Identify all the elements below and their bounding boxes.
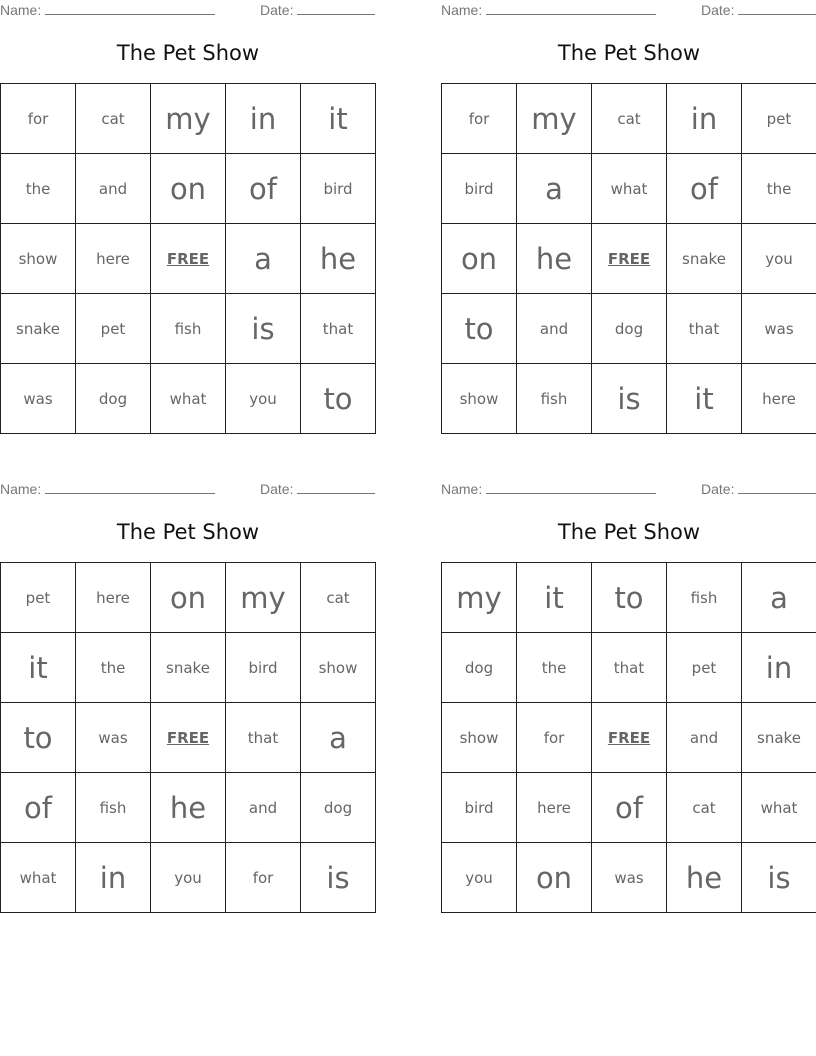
grid-row: [442, 633, 816, 703]
word-cell: snake: [667, 224, 742, 294]
name-line[interactable]: [45, 481, 215, 494]
word-cell: pet: [76, 294, 151, 364]
word-cell: you: [226, 364, 301, 434]
grid-row: [442, 563, 816, 633]
grid-row: [1, 843, 376, 913]
word-cell: he: [301, 224, 376, 294]
word-cell: for: [517, 703, 592, 773]
word-cell: that: [226, 703, 301, 773]
name-date-header: [441, 2, 816, 20]
name-label: Name:: [441, 481, 483, 497]
word-cell: was: [592, 843, 667, 913]
word-cell: dog: [76, 364, 151, 434]
word-cell: in: [226, 84, 301, 154]
name-line[interactable]: [45, 2, 215, 15]
word-cell: snake: [151, 633, 226, 703]
word-cell: bird: [442, 154, 517, 224]
word-cell: pet: [1, 563, 76, 633]
name-date-header: [441, 481, 816, 499]
grid-row: [1, 633, 376, 703]
word-cell: to: [442, 294, 517, 364]
word-cell: cat: [667, 773, 742, 843]
word-cell: and: [517, 294, 592, 364]
word-cell: bird: [442, 773, 517, 843]
name-line[interactable]: [486, 481, 656, 494]
grid-row: [1, 364, 376, 434]
name-date-header: [0, 2, 376, 20]
word-cell: my: [151, 84, 226, 154]
word-cell: of: [592, 773, 667, 843]
name-label: Name:: [441, 2, 483, 18]
word-cell: in: [76, 843, 151, 913]
word-cell: the: [517, 633, 592, 703]
grid-row: [1, 703, 376, 773]
word-cell: to: [301, 364, 376, 434]
date-line[interactable]: [738, 2, 816, 15]
grid-row: [442, 773, 816, 843]
word-cell: is: [301, 843, 376, 913]
word-cell: a: [742, 563, 816, 633]
date-label: Date:: [701, 2, 735, 18]
bingo-grid: [0, 83, 376, 434]
grid-row: [1, 294, 376, 364]
bingo-grid: [0, 562, 376, 913]
word-cell: it: [301, 84, 376, 154]
word-cell: what: [151, 364, 226, 434]
word-cell: cat: [76, 84, 151, 154]
free-space: FREE: [151, 703, 226, 773]
word-cell: he: [517, 224, 592, 294]
name-date-header: [0, 481, 376, 499]
word-cell: here: [76, 224, 151, 294]
grid-row: [1, 224, 376, 294]
word-cell: of: [667, 154, 742, 224]
date-label: Date:: [701, 481, 735, 497]
word-cell: my: [442, 563, 517, 633]
word-cell: show: [442, 703, 517, 773]
grid-row: [442, 843, 816, 913]
word-cell: he: [667, 843, 742, 913]
word-cell: for: [1, 84, 76, 154]
grid-row: [442, 364, 816, 434]
word-cell: a: [301, 703, 376, 773]
word-cell: fish: [76, 773, 151, 843]
word-cell: you: [742, 224, 816, 294]
word-cell: my: [226, 563, 301, 633]
word-cell: show: [1, 224, 76, 294]
word-cell: on: [151, 563, 226, 633]
word-cell: bird: [226, 633, 301, 703]
name-line[interactable]: [486, 2, 656, 15]
word-cell: was: [742, 294, 816, 364]
grid-row: [1, 154, 376, 224]
card-title: The Pet Show: [557, 41, 701, 65]
word-cell: and: [226, 773, 301, 843]
word-cell: a: [517, 154, 592, 224]
word-cell: that: [667, 294, 742, 364]
free-space: FREE: [592, 224, 667, 294]
grid-row: [442, 224, 816, 294]
word-cell: of: [1, 773, 76, 843]
word-cell: was: [76, 703, 151, 773]
word-cell: it: [667, 364, 742, 434]
bingo-grid: [441, 562, 816, 913]
word-cell: on: [442, 224, 517, 294]
word-cell: the: [76, 633, 151, 703]
name-label: Name:: [0, 481, 42, 497]
word-cell: in: [667, 84, 742, 154]
word-cell: here: [742, 364, 816, 434]
grid-row: [1, 84, 376, 154]
word-cell: the: [742, 154, 816, 224]
date-label: Date:: [260, 481, 294, 497]
name-label: Name:: [0, 2, 42, 18]
word-cell: bird: [301, 154, 376, 224]
word-cell: was: [1, 364, 76, 434]
word-cell: my: [517, 84, 592, 154]
grid-row: [442, 154, 816, 224]
word-cell: the: [1, 154, 76, 224]
word-cell: cat: [301, 563, 376, 633]
word-cell: fish: [667, 563, 742, 633]
bingo-grid: [441, 83, 816, 434]
word-cell: it: [1, 633, 76, 703]
word-cell: he: [151, 773, 226, 843]
grid-row: [442, 84, 816, 154]
date-line[interactable]: [297, 481, 375, 494]
date-line[interactable]: [738, 481, 816, 494]
word-cell: in: [742, 633, 816, 703]
word-cell: snake: [1, 294, 76, 364]
free-space: FREE: [151, 224, 226, 294]
date-label: Date:: [260, 2, 294, 18]
word-cell: dog: [592, 294, 667, 364]
word-cell: cat: [592, 84, 667, 154]
word-cell: here: [76, 563, 151, 633]
grid-row: [442, 703, 816, 773]
word-cell: is: [742, 843, 816, 913]
word-cell: pet: [667, 633, 742, 703]
word-cell: is: [226, 294, 301, 364]
word-cell: it: [517, 563, 592, 633]
word-cell: pet: [742, 84, 816, 154]
word-cell: what: [592, 154, 667, 224]
word-cell: what: [1, 843, 76, 913]
free-space: FREE: [592, 703, 667, 773]
grid-row: [442, 294, 816, 364]
word-cell: that: [301, 294, 376, 364]
word-cell: show: [442, 364, 517, 434]
word-cell: you: [442, 843, 517, 913]
word-cell: is: [592, 364, 667, 434]
word-cell: what: [742, 773, 816, 843]
word-cell: that: [592, 633, 667, 703]
word-cell: and: [76, 154, 151, 224]
word-cell: fish: [151, 294, 226, 364]
word-cell: you: [151, 843, 226, 913]
card-title: The Pet Show: [557, 520, 701, 544]
grid-row: [1, 773, 376, 843]
date-line[interactable]: [297, 2, 375, 15]
word-cell: dog: [301, 773, 376, 843]
word-cell: to: [592, 563, 667, 633]
word-cell: dog: [442, 633, 517, 703]
word-cell: here: [517, 773, 592, 843]
word-cell: on: [517, 843, 592, 913]
card-title: The Pet Show: [116, 520, 260, 544]
word-cell: a: [226, 224, 301, 294]
word-cell: to: [1, 703, 76, 773]
word-cell: and: [667, 703, 742, 773]
word-cell: snake: [742, 703, 816, 773]
word-cell: for: [442, 84, 517, 154]
word-cell: on: [151, 154, 226, 224]
word-cell: fish: [517, 364, 592, 434]
word-cell: for: [226, 843, 301, 913]
word-cell: of: [226, 154, 301, 224]
grid-row: [1, 563, 376, 633]
card-title: The Pet Show: [116, 41, 260, 65]
word-cell: show: [301, 633, 376, 703]
